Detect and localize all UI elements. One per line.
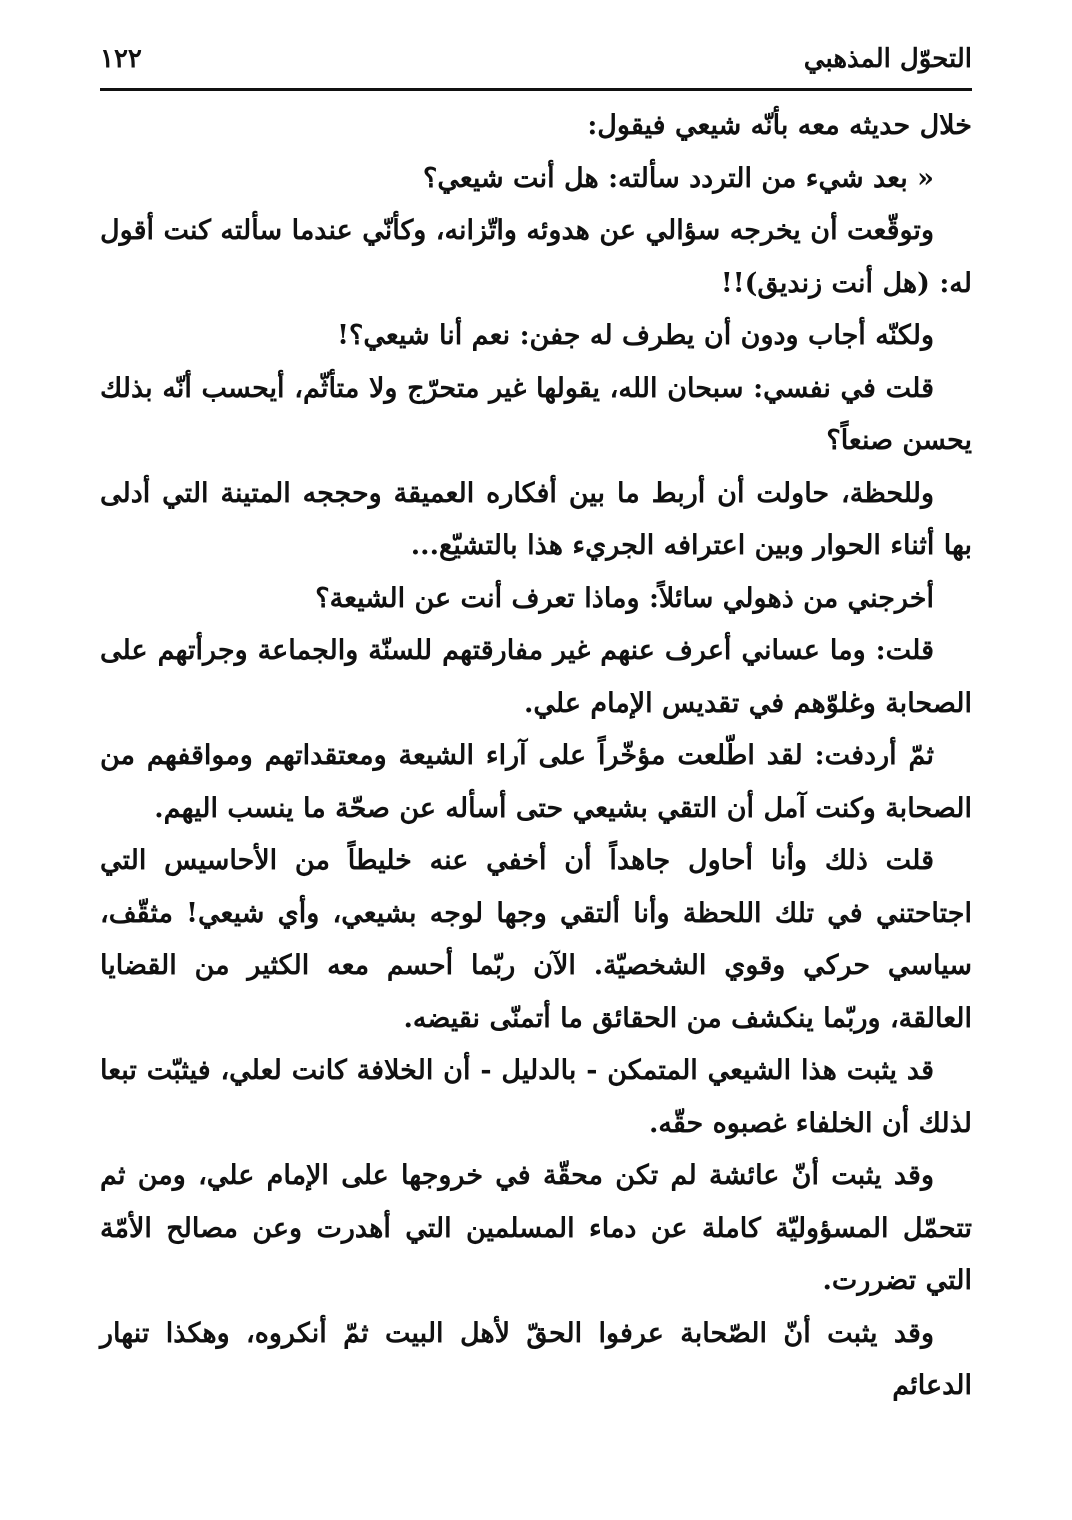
- paragraph: وللحظة، حاولت أن أربط ما بين أفكاره العميقة وحججه المتينة التي أدلى بها أثناء الحوار وبين اعترافه الجريء هذا بالتشيّع...: [100, 477, 972, 561]
- running-title: التحوّل المذهبي: [803, 44, 972, 74]
- paragraph: ثمّ أردفت: لقد اطّلعت مؤخّراً على آراء الشيعة ومعتقداتهم ومواقفهم من الصحابة وكنت آمل أن التقي بشيعي حتى أسأله عن صحّة ما ينسب اليهم.: [100, 740, 972, 824]
- paragraph: وقد يثبت أنّ عائشة لم تكن محقّة في خروجها على الإمام علي، ومن ثم تتحمّل المسؤوليّة كاملة عن دماء المسلمين التي أهدرت وعن مصالح الأمّة التي تضررت.: [100, 1160, 972, 1296]
- paragraph: قلت في نفسي: سبحان الله، يقولها غير متحرّج ولا متأثّم، أيحسب أنّه بذلك يحسن صنعاً؟: [100, 372, 972, 456]
- page-number: ١٢٢: [100, 44, 142, 74]
- paragraph: قلت: وما عساني أعرف عنهم غير مفارقتهم للسنّة والجماعة وجرأتهم على الصحابة وغلوّهم في تقديس الإمام علي.: [100, 635, 972, 719]
- paragraph: أخرجني من ذهولي سائلاً: وماذا تعرف أنت عن الشيعة؟: [315, 582, 934, 614]
- paragraph: قلت ذلك وأنا أحاول جاهداً أن أخفي عنه خليطاً من الأحاسيس التي اجتاحتني في تلك اللحظة وأنا ألتقي وجها لوجه بشيعي، وأي شيعي! مثقّف، سياسي حركي وقوي الشخصيّة. الآن ربّما أحسم معه الكثير من القضايا العالقة، وربّما ينكشف من الحقائق ما أتمنّى نقيضه.: [100, 845, 972, 1034]
- paragraph: « بعد شيء من التردد سألته: هل أنت شيعي؟: [423, 162, 934, 194]
- paragraph: وقد يثبت أنّ الصّحابة عرفوا الحقّ لأهل البيت ثمّ أنكروه، وهكذا تنهار الدعائم: [100, 1317, 972, 1401]
- paragraph: قد يثبت هذا الشيعي المتمكن - بالدليل - أن الخلافة كانت لعلي، فيثبّت تبعا لذلك أن الخلفاء غصبوه حقّه.: [100, 1055, 972, 1139]
- paragraph: وتوقّعت أن يخرجه سؤالي عن هدوئه واتّزانه، وكأنّي عندما سألته كنت أقول له: (هل أنت زنديق)!!: [100, 215, 972, 299]
- paragraph: ولكنّه أجاب ودون أن يطرف له جفن: نعم أنا شيعي؟!: [337, 320, 934, 351]
- body-text: [100, 100, 972, 1413]
- paragraph: خلال حديثه معه بأنّه شيعي فيقول:: [587, 110, 972, 141]
- running-header: [100, 40, 972, 91]
